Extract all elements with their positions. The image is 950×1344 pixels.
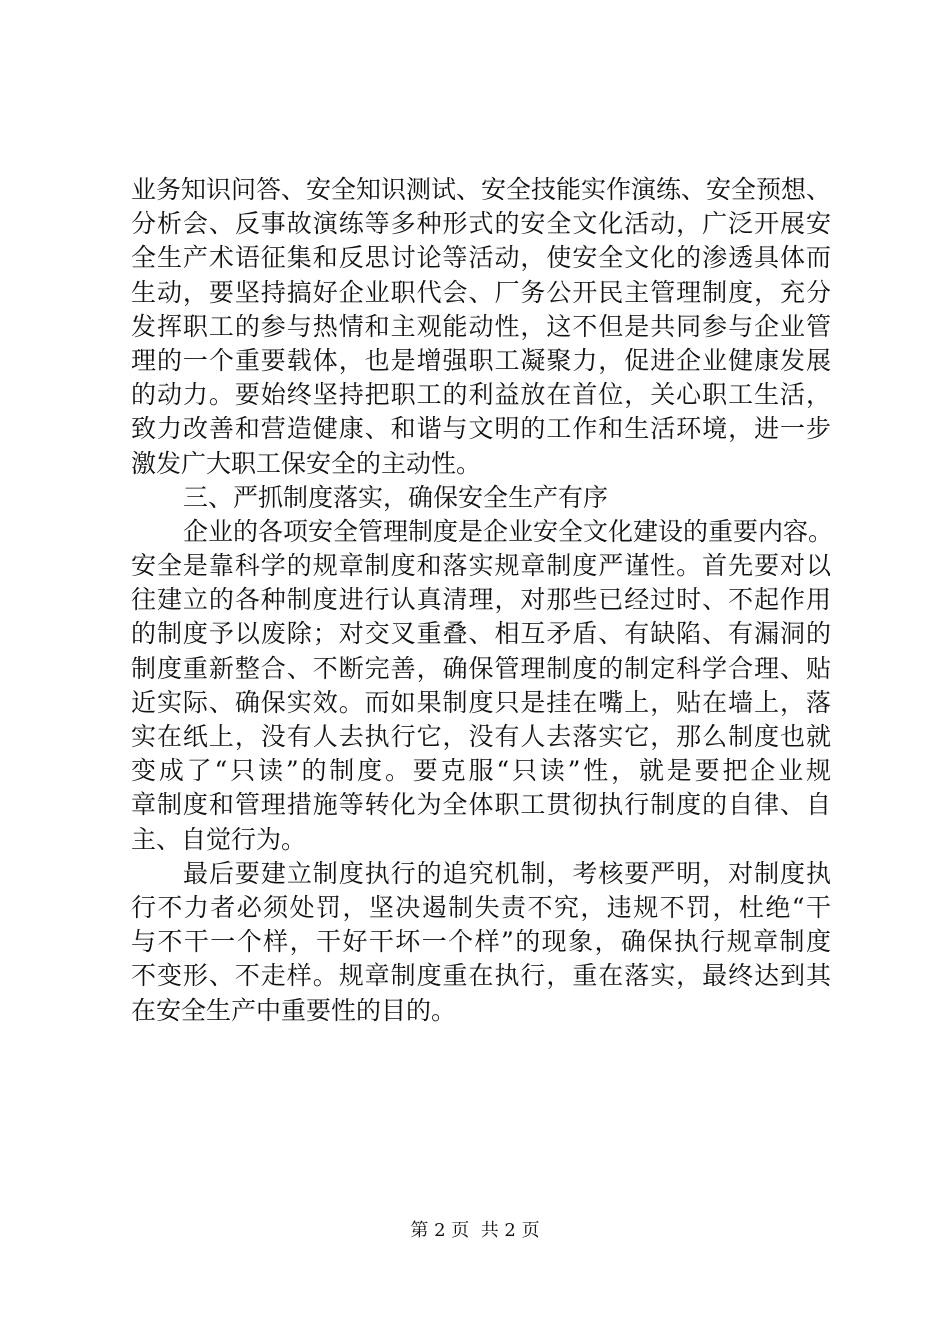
text-line: 企业的各项安全管理制度是企业安全文化建设的重要内容。 (183, 516, 834, 546)
text-line: 理的一个重要载体，也是增强职工凝聚力，促进企业健康发展 (131, 345, 831, 375)
text-line: 近实际、确保实效。而如果制度只是挂在嘴上，贴在墙上，落 (131, 687, 831, 717)
body-text (131, 173, 834, 1028)
text-line: 变成了“只读”的制度。要克服“只读”性，就是要把企业规 (131, 756, 831, 786)
text-line: 在安全生产中重要性的目的。 (131, 995, 457, 1025)
text-line: 三、严抓制度落实，确保安全生产有序 (183, 482, 609, 512)
text-line: 的动力。要始终坚持把职工的利益放在首位，关心职工生活， (131, 380, 831, 410)
text-line: 往建立的各种制度进行认真清理，对那些已经过时、不起作用 (131, 585, 831, 615)
text-line: 分析会、反事故演练等多种形式的安全文化活动，广泛开展安 (131, 209, 831, 239)
text-line: 安全是靠科学的规章制度和落实规章制度严谨性。首先要对以 (131, 551, 831, 581)
text-line: 制度重新整合、不断完善，确保管理制度的制定科学合理、贴 (131, 653, 831, 683)
text-line: 致力改善和营造健康、和谐与文明的工作和生活环境，进一步 (131, 414, 831, 444)
text-line: 章制度和管理措施等转化为全体职工贯彻执行制度的自律、自 (131, 790, 831, 820)
text-line: 实在纸上，没有人去执行它，没有人去落实它，那么制度也就 (131, 722, 831, 751)
page-number-footer: 第 2 页 共 2 页 (410, 1220, 540, 1241)
text-line: 生动，要坚持搞好企业职代会、厂务公开民主管理制度，充分 (131, 277, 831, 307)
text-line: 行不力者必须处罚，坚决遏制失责不究，违规不罚，杜绝“干 (131, 892, 831, 922)
text-line: 不变形、不走样。规章制度重在执行，重在落实，最终达到其 (131, 961, 831, 991)
text-line: 的制度予以废除；对交叉重叠、相互矛盾、有缺陷、有漏洞的 (131, 619, 831, 649)
text-line: 激发广大职工保安全的主动性。 (131, 448, 482, 478)
text-line: 主、自觉行为。 (131, 824, 307, 854)
text-line: 发挥职工的参与热情和主观能动性，这不但是共同参与企业管 (131, 311, 831, 341)
text-line: 最后要建立制度执行的追究机制，考核要严明，对制度执 (183, 858, 831, 888)
text-line: 业务知识问答、安全知识测试、安全技能实作演练、安全预想、 (131, 175, 832, 204)
text-line: 与不干一个样，干好干坏一个样”的现象，确保执行规章制度 (131, 927, 831, 957)
text-line: 全生产术语征集和反思讨论等活动，使安全文化的渗透具体而 (131, 243, 831, 273)
